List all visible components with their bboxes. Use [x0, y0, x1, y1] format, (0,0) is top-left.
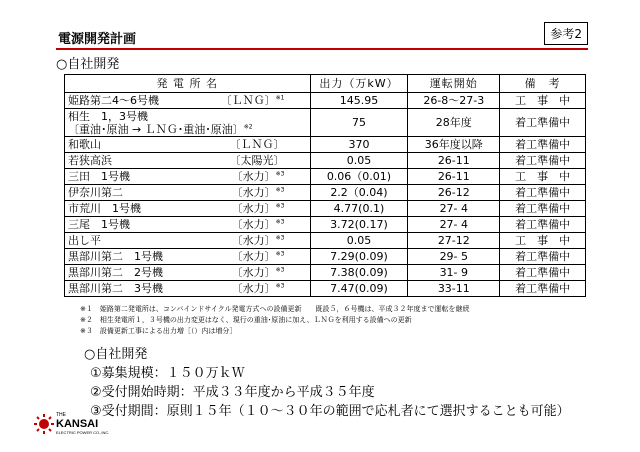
output-cell: 145.95 [310, 93, 408, 109]
plant-name-cell [65, 233, 311, 249]
output-cell: 7.29(0.09) [310, 249, 408, 265]
plant-name: 伊奈川第二 [68, 186, 123, 199]
fuel-type: 〔水力〕 [231, 186, 276, 199]
plant-name: 和歌山 [68, 138, 101, 151]
fuel-type: 〔ＬＮＧ〕 [220, 94, 276, 107]
table-row [65, 169, 586, 185]
table-row [65, 93, 586, 109]
recruitment-item: ②受付開始時期：平成３３年度から平成３５年度 [90, 385, 375, 400]
remark-cell: 着工準備中 [500, 201, 586, 217]
note-mark: ※1 [275, 94, 285, 102]
output-cell: 0.05 [310, 233, 408, 249]
note-mark: ※3 [275, 170, 285, 178]
output-cell: 370 [310, 137, 408, 153]
plant-name-cell [65, 137, 311, 153]
plant-name-cell [65, 201, 311, 217]
plant-name-cell [65, 153, 311, 169]
start-cell: 26-8〜27-3 [408, 93, 500, 109]
note-mark: ※3 [275, 250, 285, 258]
remark-cell: 着工準備中 [500, 109, 586, 137]
output-cell: 4.77(0.1) [310, 201, 408, 217]
fuel-type: 〔太陽光〕 [229, 154, 285, 167]
header-output: 出力（万kW） [310, 75, 408, 93]
start-cell: 27- 4 [408, 201, 500, 217]
table-row [65, 249, 586, 265]
table-row [65, 137, 586, 153]
table-row [65, 217, 586, 233]
power-plant-table [64, 74, 586, 297]
start-cell: 26-11 [408, 169, 500, 185]
start-cell: 31- 9 [408, 265, 500, 281]
logo-name: KANSAI [56, 418, 99, 430]
plant-name: 若狭高浜 [68, 154, 112, 167]
recruitment-item: ①募集規模：１５０万ｋＷ [90, 366, 245, 381]
note-mark: ※3 [275, 266, 285, 274]
plant-name: 黒部川第二 2号機 [68, 266, 163, 279]
plant-name-cell [65, 249, 311, 265]
start-cell: 36年度以降 [408, 137, 500, 153]
table-header-row [65, 75, 586, 93]
output-cell: 75 [310, 109, 408, 137]
plant-name: 黒部川第二 1号機 [68, 250, 163, 263]
remark-cell: 着工準備中 [500, 217, 586, 233]
recruitment-title: ○自社開発 [84, 347, 148, 362]
remark-cell: 着工準備中 [500, 249, 586, 265]
plant-name-cell [65, 265, 311, 281]
remark-cell: 工 事 中 [500, 169, 586, 185]
kansai-logo [34, 408, 110, 442]
start-cell: 28年度 [408, 109, 500, 137]
note-mark: ※3 [275, 218, 285, 226]
reference-label: 参考2 [544, 22, 588, 45]
page-title: 電源開発計画 [58, 32, 137, 47]
plant-name: 出し平 [68, 234, 101, 247]
start-cell: 29- 5 [408, 249, 500, 265]
title-bar [56, 26, 588, 50]
table-row [65, 109, 586, 137]
fuel-type: 〔水力〕 [231, 170, 276, 183]
header-start: 運転開始 [408, 75, 500, 93]
remark-cell: 着工準備中 [500, 185, 586, 201]
fuel-type: 〔水力〕 [231, 234, 276, 247]
footnote-1: ※１ 姫路第二発電所は、コンバインドサイクル発電方式への設備更新 既設５，６号機は、平成３２年度まで運転を継続 [80, 305, 470, 313]
plant-name: 姫路第二4〜6号機 [68, 94, 159, 107]
plant-name-cell [65, 109, 311, 137]
start-cell: 26-12 [408, 185, 500, 201]
plant-name: 三尾 1号機 [68, 218, 130, 231]
remark-cell: 着工準備中 [500, 281, 586, 297]
plant-name-cell [65, 185, 311, 201]
header-remark: 備 考 [500, 75, 586, 93]
recruitment-section [84, 345, 570, 421]
fuel-type: 〔ＬＮＧ〕 [229, 138, 285, 151]
footnotes [80, 304, 470, 337]
fuel-type: 〔水力〕 [231, 250, 276, 263]
table-row [65, 281, 586, 297]
kansai-emblem-icon [34, 414, 54, 434]
remark-cell: 工 事 中 [500, 233, 586, 249]
plant-name-cell [65, 281, 311, 297]
plant-name: 相生 1，3号機 [68, 109, 148, 123]
note-mark: ※3 [275, 202, 285, 210]
plant-name: 市荒川 1号機 [68, 202, 141, 215]
remark-cell: 工 事 中 [500, 93, 586, 109]
plant-name: 三田 1号機 [68, 170, 130, 183]
plant-name-cell [65, 93, 311, 109]
logo-top-text: THE [56, 412, 66, 418]
footnote-2: ※２ 相生発電所１，３号機の出力変更はなく、現行の重油･原油に加え、ＬＮＧを利用する設備への更新 [80, 316, 412, 324]
fuel-type: 〔水力〕 [231, 266, 276, 279]
note-mark: ※3 [275, 234, 285, 242]
logo-sub-text: ELECTRIC POWER CO.,INC. [56, 430, 110, 435]
output-cell: 0.06（0.01) [310, 169, 408, 185]
plant-name: 黒部川第二 3号機 [68, 282, 163, 295]
output-cell: 7.47(0.09) [310, 281, 408, 297]
output-cell: 3.72(0.17) [310, 217, 408, 233]
table-row [65, 201, 586, 217]
start-cell: 27- 4 [408, 217, 500, 233]
fuel-type: 〔水力〕 [231, 202, 276, 215]
recruitment-item: ③受付期間：原則１５年（１０〜３０年の範囲で応札者にて選択することも可能） [90, 404, 570, 419]
start-cell: 26-11 [408, 153, 500, 169]
output-cell: 2.2（0.04) [310, 185, 408, 201]
table-row [65, 185, 586, 201]
table-row [65, 233, 586, 249]
footnote-3: ※３ 設備更新工事による出力増［（）内は増分］ [80, 327, 237, 335]
output-cell: 0.05 [310, 153, 408, 169]
table-row [65, 265, 586, 281]
fuel-type: 〔水力〕 [231, 282, 276, 295]
plant-name-cell [65, 169, 311, 185]
fuel-type: 〔水力〕 [231, 218, 276, 231]
table-row [65, 153, 586, 169]
remark-cell: 着工準備中 [500, 153, 586, 169]
note-mark: ※2 [243, 122, 253, 130]
start-cell: 33-11 [408, 281, 500, 297]
note-mark: ※3 [275, 186, 285, 194]
remark-cell: 着工準備中 [500, 137, 586, 153]
header-plant-name: 発 電 所 名 [65, 75, 311, 93]
output-cell: 7.38(0.09) [310, 265, 408, 281]
remark-cell: 着工準備中 [500, 265, 586, 281]
section-title: ○自社開発 [56, 57, 120, 72]
note-mark: ※3 [275, 282, 285, 290]
plant-name-cell [65, 217, 311, 233]
fuel-type: 〔重油･原油 → ＬＮＧ･重油･原油〕 [68, 122, 244, 136]
start-cell: 27-12 [408, 233, 500, 249]
